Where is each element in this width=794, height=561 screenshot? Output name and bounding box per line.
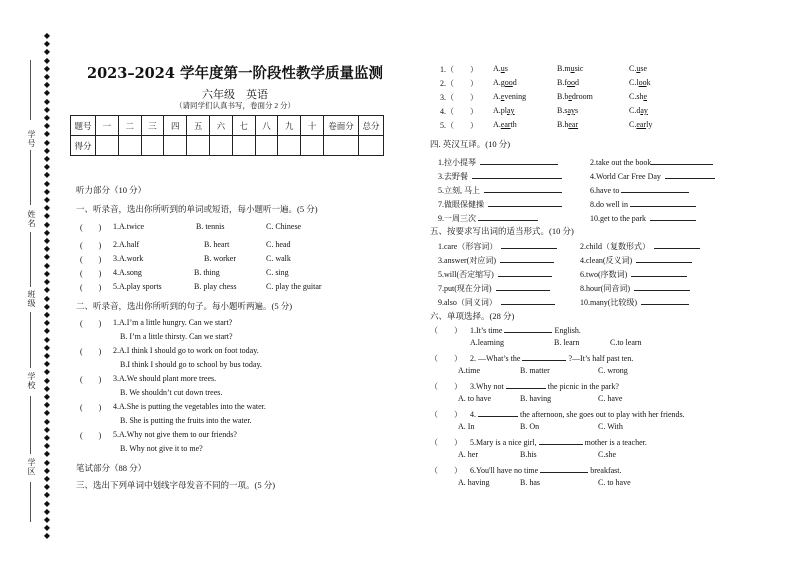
answer-paren[interactable]: ( ) [80, 403, 102, 412]
answer-blank[interactable] [496, 282, 550, 291]
q4-item: 4.World Car Free Day [590, 170, 715, 181]
score-cell: 题号 [71, 116, 96, 136]
binding-diamond-border: ◆ ◆ ◆ ◆ ◆ ◆ ◆ ◆ ◆ ◆ ◆ ◆ ◆ ◆ ◆ ◆ ◆ ◆ ◆ ◆ ◆ ◆ ◆ ◆ ◆ ◆ ◆ ◆ ◆ ◆ ◆ ◆ ◆ ◆ ◆ ◆ ◆ ◆ ◆ ◆ ◆ ◆ ◆ ◆ ◆ ◆ ◆ ◆ ◆ ◆ ◆ ◆ ◆ ◆ ◆ ◆ ◆ ◆ ◆ ◆ ◆ ◆ [43, 31, 51, 541]
option-b: B.music [557, 64, 584, 73]
option-c: C. have [598, 394, 623, 403]
score-cell: 六 [209, 116, 232, 136]
answer-paren[interactable]: ( ) [80, 223, 102, 232]
sentence-b: B. She is putting the fruits into the water. [120, 416, 252, 425]
option-a: A. to have [458, 394, 492, 403]
exam-note: （请同学们认真书写，卷面分 2 分） [175, 101, 295, 110]
score-cell: 总分 [359, 116, 384, 136]
score-input-cell[interactable] [324, 136, 359, 156]
q2-item [80, 430, 237, 441]
sentence-a: 4.A.She is putting the vegetables into the water. [113, 402, 266, 411]
answer-paren[interactable]: ( ) [80, 347, 102, 356]
answer-paren[interactable]: （ ） [430, 438, 462, 447]
score-input-cell[interactable] [118, 136, 141, 156]
answer-paren[interactable]: ( ) [80, 269, 102, 278]
option-a: A.learning [470, 338, 504, 347]
score-cell: 一 [96, 116, 119, 136]
option-b: B. play chess [194, 282, 237, 291]
answer-blank[interactable] [631, 268, 687, 277]
answer-blank[interactable] [472, 170, 562, 179]
q4-item: 8.do well in [590, 198, 696, 209]
answer-paren[interactable]: ( ) [80, 431, 102, 440]
option-a: A.time [458, 366, 480, 375]
binding-label-student-id: 学号 [27, 130, 36, 148]
writing-title: 笔试部分（88 分） [76, 463, 147, 473]
binding-line [30, 312, 31, 368]
answer-blank[interactable] [665, 170, 715, 179]
q1-item [80, 222, 302, 233]
sentence-a: 5.A.Why not give them to our friends? [113, 430, 237, 439]
score-table-header-row [71, 116, 384, 136]
option-c: C.look [629, 78, 651, 87]
option-c: C.early [629, 120, 653, 129]
answer-blank[interactable] [641, 296, 689, 305]
option-c: C.use [629, 64, 648, 73]
q4-item: 9.一周三次 [438, 212, 538, 224]
score-cell: 得分 [71, 136, 96, 156]
answer-paren[interactable]: （ ） [430, 410, 462, 419]
q5-item: 5.will(否定缩写) [438, 268, 552, 280]
option-a: 1.A.twice [113, 222, 145, 231]
binding-line [30, 150, 31, 205]
option-a: 5.A.play sports [113, 282, 162, 291]
option-a: A.earth [493, 120, 517, 129]
q5-item: 3.answer(对应词) [438, 254, 554, 266]
answer-paren[interactable]: （ ） [430, 382, 462, 391]
option-c: C. With [598, 422, 623, 431]
q1-item [80, 268, 289, 279]
answer-paren[interactable]: ( ) [80, 375, 102, 384]
option-c: C. head [266, 240, 291, 249]
option-b: B.food [557, 78, 579, 87]
answer-blank[interactable] [636, 254, 692, 263]
q5-title: 五、按要求写出词的适当形式。(10 分) [430, 226, 574, 236]
score-cell: 八 [255, 116, 278, 136]
answer-blank[interactable] [634, 282, 690, 291]
option-b: B. heart [204, 240, 230, 249]
q6-item: （ ） 6.You'll have no time breakfast. [430, 466, 622, 475]
q6-options [458, 450, 616, 459]
option-b: B. thing [194, 268, 220, 277]
score-input-cell[interactable] [141, 136, 164, 156]
binding-label-name: 姓名 [27, 210, 36, 228]
q3-item [440, 106, 648, 117]
q6-item: （ ） 3.Why not the picnic in the park? [430, 382, 619, 391]
q6-item: （ ） 5.Mary is a nice girl, mother is a teacher. [430, 438, 647, 447]
answer-paren[interactable]: ( ) [80, 255, 102, 264]
option-a: A.us [493, 64, 508, 73]
binding-margin [0, 0, 62, 561]
binding-label-district: 学区 [27, 458, 36, 476]
sentence-b: B. I’m a little thirsty. Can we start? [120, 332, 233, 341]
option-c: C.day [629, 106, 648, 115]
listening-title: 听力部分（10 分） [76, 185, 147, 195]
q3-number[interactable]: 2.（ ） [440, 79, 478, 88]
option-b: B. has [520, 478, 540, 487]
option-c: C. play the guitar [266, 282, 322, 291]
option-c: C.she [598, 450, 616, 459]
score-input-cell[interactable] [232, 136, 255, 156]
option-b: B.bedroom [557, 92, 593, 101]
q4-item: 6.have to [590, 184, 689, 195]
answer-blank[interactable] [501, 296, 555, 305]
score-cell: 卷面分 [324, 116, 359, 136]
answer-paren[interactable]: ( ) [80, 283, 102, 292]
score-cell: 五 [187, 116, 210, 136]
answer-blank[interactable] [654, 240, 700, 249]
score-input-cell[interactable] [164, 136, 187, 156]
option-a: 3.A.work [113, 254, 144, 263]
score-table-input-row [71, 136, 384, 156]
score-input-cell[interactable] [301, 136, 324, 156]
q2-item [80, 318, 233, 329]
answer-blank[interactable] [540, 464, 588, 473]
score-input-cell[interactable] [187, 136, 210, 156]
score-table [70, 115, 384, 156]
answer-blank[interactable] [478, 212, 538, 221]
option-a: A. In [458, 422, 475, 431]
option-a: A.play [493, 106, 515, 115]
q3-number[interactable]: 1.（ ） [440, 65, 478, 74]
score-input-cell[interactable] [255, 136, 278, 156]
sentence-b: B. Why not give it to me? [120, 444, 203, 453]
q5-item: 8.hour(同音词) [580, 282, 690, 294]
q3-item [440, 64, 648, 75]
binding-line [30, 482, 31, 522]
q1-title: 一、听录音，选出你所听到的单词或短语，每小题听一遍。(5 分) [76, 204, 318, 214]
q6-options [458, 394, 623, 403]
exam-title: 2023–2024 学年度第一阶段性教学质量监测 [86, 65, 383, 82]
q3-item [440, 78, 651, 89]
q3-number[interactable]: 4.（ ） [440, 107, 478, 116]
q1-item [80, 240, 291, 251]
q4-item: 7.做眼保健操 [438, 198, 562, 210]
binding-line [30, 60, 31, 120]
option-b: B.hear [557, 120, 579, 129]
answer-paren[interactable]: ( ) [80, 319, 102, 328]
q2-item [80, 374, 217, 385]
sentence-a: 2.A.I think I should go to work on foot today. [113, 346, 259, 355]
q5-item: 6.two(序数词) [580, 268, 687, 280]
score-cell: 九 [278, 116, 301, 136]
q6-options [458, 422, 623, 431]
q2-item [80, 402, 266, 413]
option-c: C.to learn [610, 338, 642, 347]
answer-paren[interactable]: ( ) [80, 241, 102, 250]
option-b: B.says [557, 106, 579, 115]
option-b: B. On [520, 422, 540, 431]
option-c: C. Chinese [266, 222, 302, 231]
score-cell: 二 [118, 116, 141, 136]
answer-blank[interactable] [504, 324, 552, 333]
q3-item [440, 92, 648, 103]
option-b: B. matter [520, 366, 550, 375]
option-c: C. walk [266, 254, 291, 263]
option-a: A.good [493, 78, 517, 87]
q4-title: 四. 英汉互译。(10 分) [430, 139, 511, 149]
q5-item: 2.child（复数形式） [580, 240, 700, 252]
answer-paren[interactable]: （ ） [430, 354, 462, 363]
q4-item: 1.拉小提琴 [438, 156, 558, 168]
option-b: B. learn [554, 338, 580, 347]
sentence-a: 1.A.I’m a little hungry. Can we start? [113, 318, 233, 327]
q3-number[interactable]: 3.（ ） [440, 93, 478, 102]
sentence-b: B.I think I should go to school by bus today. [120, 360, 262, 369]
option-b: B. having [520, 394, 552, 403]
q5-item: 10.many(比较级) [580, 296, 689, 308]
answer-paren[interactable]: （ ） [430, 326, 462, 335]
q5-item: 4.clean(反义词) [580, 254, 692, 266]
score-cell: 三 [141, 116, 164, 136]
q4-item: 2.take out the book [590, 156, 713, 167]
q3-number[interactable]: 5.（ ） [440, 121, 478, 130]
q6-options [470, 338, 642, 347]
q5-item: 7.put(现在分词) [438, 282, 550, 294]
q6-options [458, 366, 628, 375]
answer-blank[interactable] [488, 198, 562, 207]
q3-item [440, 120, 653, 131]
answer-blank[interactable] [480, 156, 558, 165]
answer-blank[interactable] [484, 184, 562, 193]
answer-blank[interactable] [650, 212, 696, 221]
option-c: C. wrong [598, 366, 628, 375]
answer-paren[interactable]: （ ） [430, 466, 462, 475]
q5-item: 9.also（同义词） [438, 296, 555, 308]
score-input-cell[interactable] [359, 136, 384, 156]
q2-title: 二、听录音，选出你所听到的句子。每小题听两遍。(5 分) [76, 301, 293, 311]
binding-label-school: 学校 [27, 372, 36, 390]
answer-blank[interactable] [539, 436, 583, 445]
option-b: B.his [520, 450, 537, 459]
q4-item: 10.get to the park [590, 212, 696, 223]
q3-title: 三、选出下列单词中划线字母发音不同的一项。(5 分) [76, 480, 276, 490]
q6-item: （ ） 2. —What’s the ?—It’s half past ten. [430, 354, 634, 363]
sentence-a: 3.A.We should plant more trees. [113, 374, 217, 383]
score-cell: 七 [232, 116, 255, 136]
score-input-cell[interactable] [278, 136, 301, 156]
option-a: A. having [458, 478, 490, 487]
option-b: B. worker [204, 254, 236, 263]
score-cell: 四 [164, 116, 187, 136]
q2-item [80, 346, 259, 357]
option-a: 2.A.half [113, 240, 140, 249]
q1-item [80, 254, 291, 265]
option-a: 4.A.song [113, 268, 142, 277]
q6-options [458, 478, 631, 487]
option-c: C. to have [598, 478, 631, 487]
binding-line [30, 396, 31, 454]
answer-blank[interactable] [498, 268, 552, 277]
answer-blank[interactable] [630, 198, 696, 207]
q4-item: 3.去野餐 [438, 170, 562, 182]
exam-subtitle: 六年级 英语 [202, 89, 268, 101]
option-a: A.evening [493, 92, 527, 101]
option-b: B. tennis [196, 222, 225, 231]
answer-blank[interactable] [500, 254, 554, 263]
binding-line [30, 232, 31, 287]
q4-item: 5.立刻, 马上 [438, 184, 562, 196]
q6-item: （ ） 4. the afternoon, she goes out to play with her friends. [430, 410, 685, 419]
sentence-b: B. We shouldn’t cut down trees. [120, 388, 223, 397]
q5-item: 1.care（形容词） [438, 240, 557, 252]
q1-item [80, 282, 322, 293]
score-input-cell[interactable] [96, 136, 119, 156]
answer-blank[interactable] [621, 184, 689, 193]
option-c: C. sing [266, 268, 289, 277]
score-cell: 十 [301, 116, 324, 136]
option-a: A. her [458, 450, 478, 459]
answer-blank[interactable] [501, 240, 557, 249]
q6-title: 六、单项选择。(28 分) [430, 311, 515, 321]
answer-blank[interactable] [651, 156, 713, 165]
answer-blank[interactable] [506, 380, 546, 389]
q6-item: （ ） 1.It’s time English. [430, 326, 581, 335]
binding-label-class: 班级 [27, 290, 36, 308]
answer-blank[interactable] [478, 408, 518, 417]
score-input-cell[interactable] [209, 136, 232, 156]
answer-blank[interactable] [522, 352, 566, 361]
option-c: C.she [629, 92, 648, 101]
